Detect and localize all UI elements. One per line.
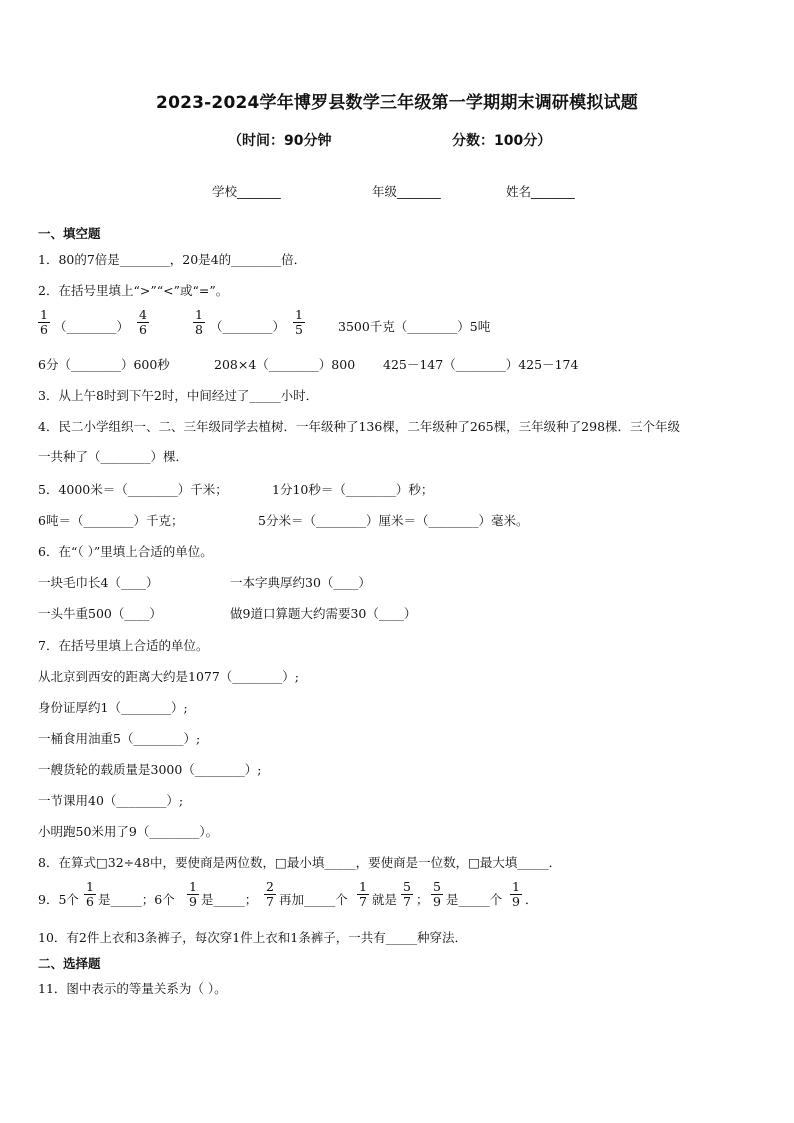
q9-fraction-1-9-b: $\frac{1}{9}$ — [512, 879, 520, 909]
q6-item-towel: 一块毛巾长4（____） — [38, 575, 159, 590]
q9-fraction-1-6: $\frac{1}{6}$ — [86, 879, 94, 909]
question-5-part-2: 1分10秒＝（________）秒； — [272, 482, 434, 497]
question-5-part-1: 5．4000米＝（________）千米； — [38, 482, 228, 497]
q9-fraction-5-7: $\frac{5}{7}$ — [403, 879, 411, 909]
fraction-4-6: $\frac{4}{6}$ — [139, 307, 147, 337]
question-3: 3．从上午8时到下午2时，中间经过了_____小时． — [38, 388, 319, 403]
school-field[interactable]: 学校_______ — [212, 184, 281, 199]
question-5-part-3: 6吨＝（________）千克； — [38, 513, 184, 528]
q2-row2-item-2: 208×4（________）800 — [214, 357, 356, 372]
q7-item-5: 一节课用40（________）; — [38, 793, 184, 808]
question-11: 11．图中表示的等量关系为（ ）。 — [38, 981, 227, 996]
q7-item-1: 从北京到西安的距离大约是1077（________）; — [38, 669, 300, 684]
q2-row2-item-3: 425－147（________）425－174 — [383, 357, 579, 372]
exam-score: 分数：100分） — [452, 133, 552, 149]
q2-row1-tonnes: 3500千克（________）5吨 — [338, 319, 491, 334]
q9-fraction-1-9: $\frac{1}{9}$ — [189, 879, 197, 909]
fraction-1-8: $\frac{1}{8}$ — [195, 307, 203, 337]
exam-time: （时间：90分钟 — [228, 133, 332, 149]
q9-text-f: ； — [416, 892, 429, 907]
q7-item-2: 身份证厚约1（________）; — [38, 700, 188, 715]
question-5-part-4: 5分米＝（________）厘米＝（________）毫米。 — [258, 513, 529, 528]
grade-field[interactable]: 年级_______ — [372, 184, 441, 199]
section-fill-heading: 一、填空题 — [38, 226, 101, 241]
question-4-line-2: 一共种了（________）棵． — [38, 449, 189, 464]
question-8: 8．在算式□32÷48中，要使商是两位数，□最小填_____，要使商是一位数，□最大填_____． — [38, 855, 562, 870]
q7-item-4: 一艘货轮的载质量是3000（________）; — [38, 762, 262, 777]
q9-fraction-5-9: $\frac{5}{9}$ — [433, 879, 441, 909]
question-4-line-1: 4．民二小学组织一、二、三年级同学去植树．一年级种了136棵，二年级种了265棵，三年级种了298棵．三个年级 — [38, 419, 681, 434]
q2-row2-item-1: 6分（________）600秒 — [38, 357, 170, 372]
q9-text-d: 再加_____个 — [279, 892, 348, 907]
q6-item-arithmetic: 做9道口算题大约需要30（____） — [230, 606, 417, 621]
name-field[interactable]: 姓名_______ — [506, 184, 575, 199]
question-6: 6．在“（ ）”里填上合适的单位。 — [38, 544, 213, 559]
q2-blank-2[interactable]: （________） — [210, 319, 286, 334]
question-10: 10．有2件上衣和3条裤子，每次穿1件上衣和1条裤子，一共有_____种穿法． — [38, 930, 467, 945]
question-1: 1．80的7倍是________，20是4的________倍． — [38, 252, 307, 267]
q9-text-b: 是_____；6个 — [98, 892, 175, 907]
q9-text-g: 是_____个 — [446, 892, 503, 907]
question-2: 2．在括号里填上“>”“<”或“=”。 — [38, 283, 229, 298]
question-7: 7．在括号里填上合适的单位。 — [38, 638, 209, 653]
q6-item-dictionary: 一本字典厚约30（____） — [230, 575, 371, 590]
q6-item-cow: 一头牛重500（____） — [38, 606, 162, 621]
q9-text-e: 就是 — [372, 892, 398, 907]
q9-text-c: 是_____； — [201, 892, 258, 907]
q7-item-3: 一桶食用油重5（________）; — [38, 731, 201, 746]
q9-text-h: ． — [525, 892, 538, 907]
fraction-1-5: $\frac{1}{5}$ — [295, 307, 303, 337]
q9-text-a: 9．5个 — [38, 892, 79, 907]
page-title: 2023-2024学年博罗县数学三年级第一学期期末调研模拟试题 — [156, 93, 638, 113]
q9-fraction-2-7: $\frac{2}{7}$ — [266, 879, 274, 909]
q2-blank-1[interactable]: （________） — [54, 319, 130, 334]
section-choice-heading: 二、选择题 — [38, 956, 101, 971]
q9-fraction-1-7: $\frac{1}{7}$ — [359, 879, 367, 909]
q7-item-6: 小明跑50米用了9（________）。 — [38, 824, 219, 839]
fraction-1-6: $\frac{1}{6}$ — [40, 307, 48, 337]
